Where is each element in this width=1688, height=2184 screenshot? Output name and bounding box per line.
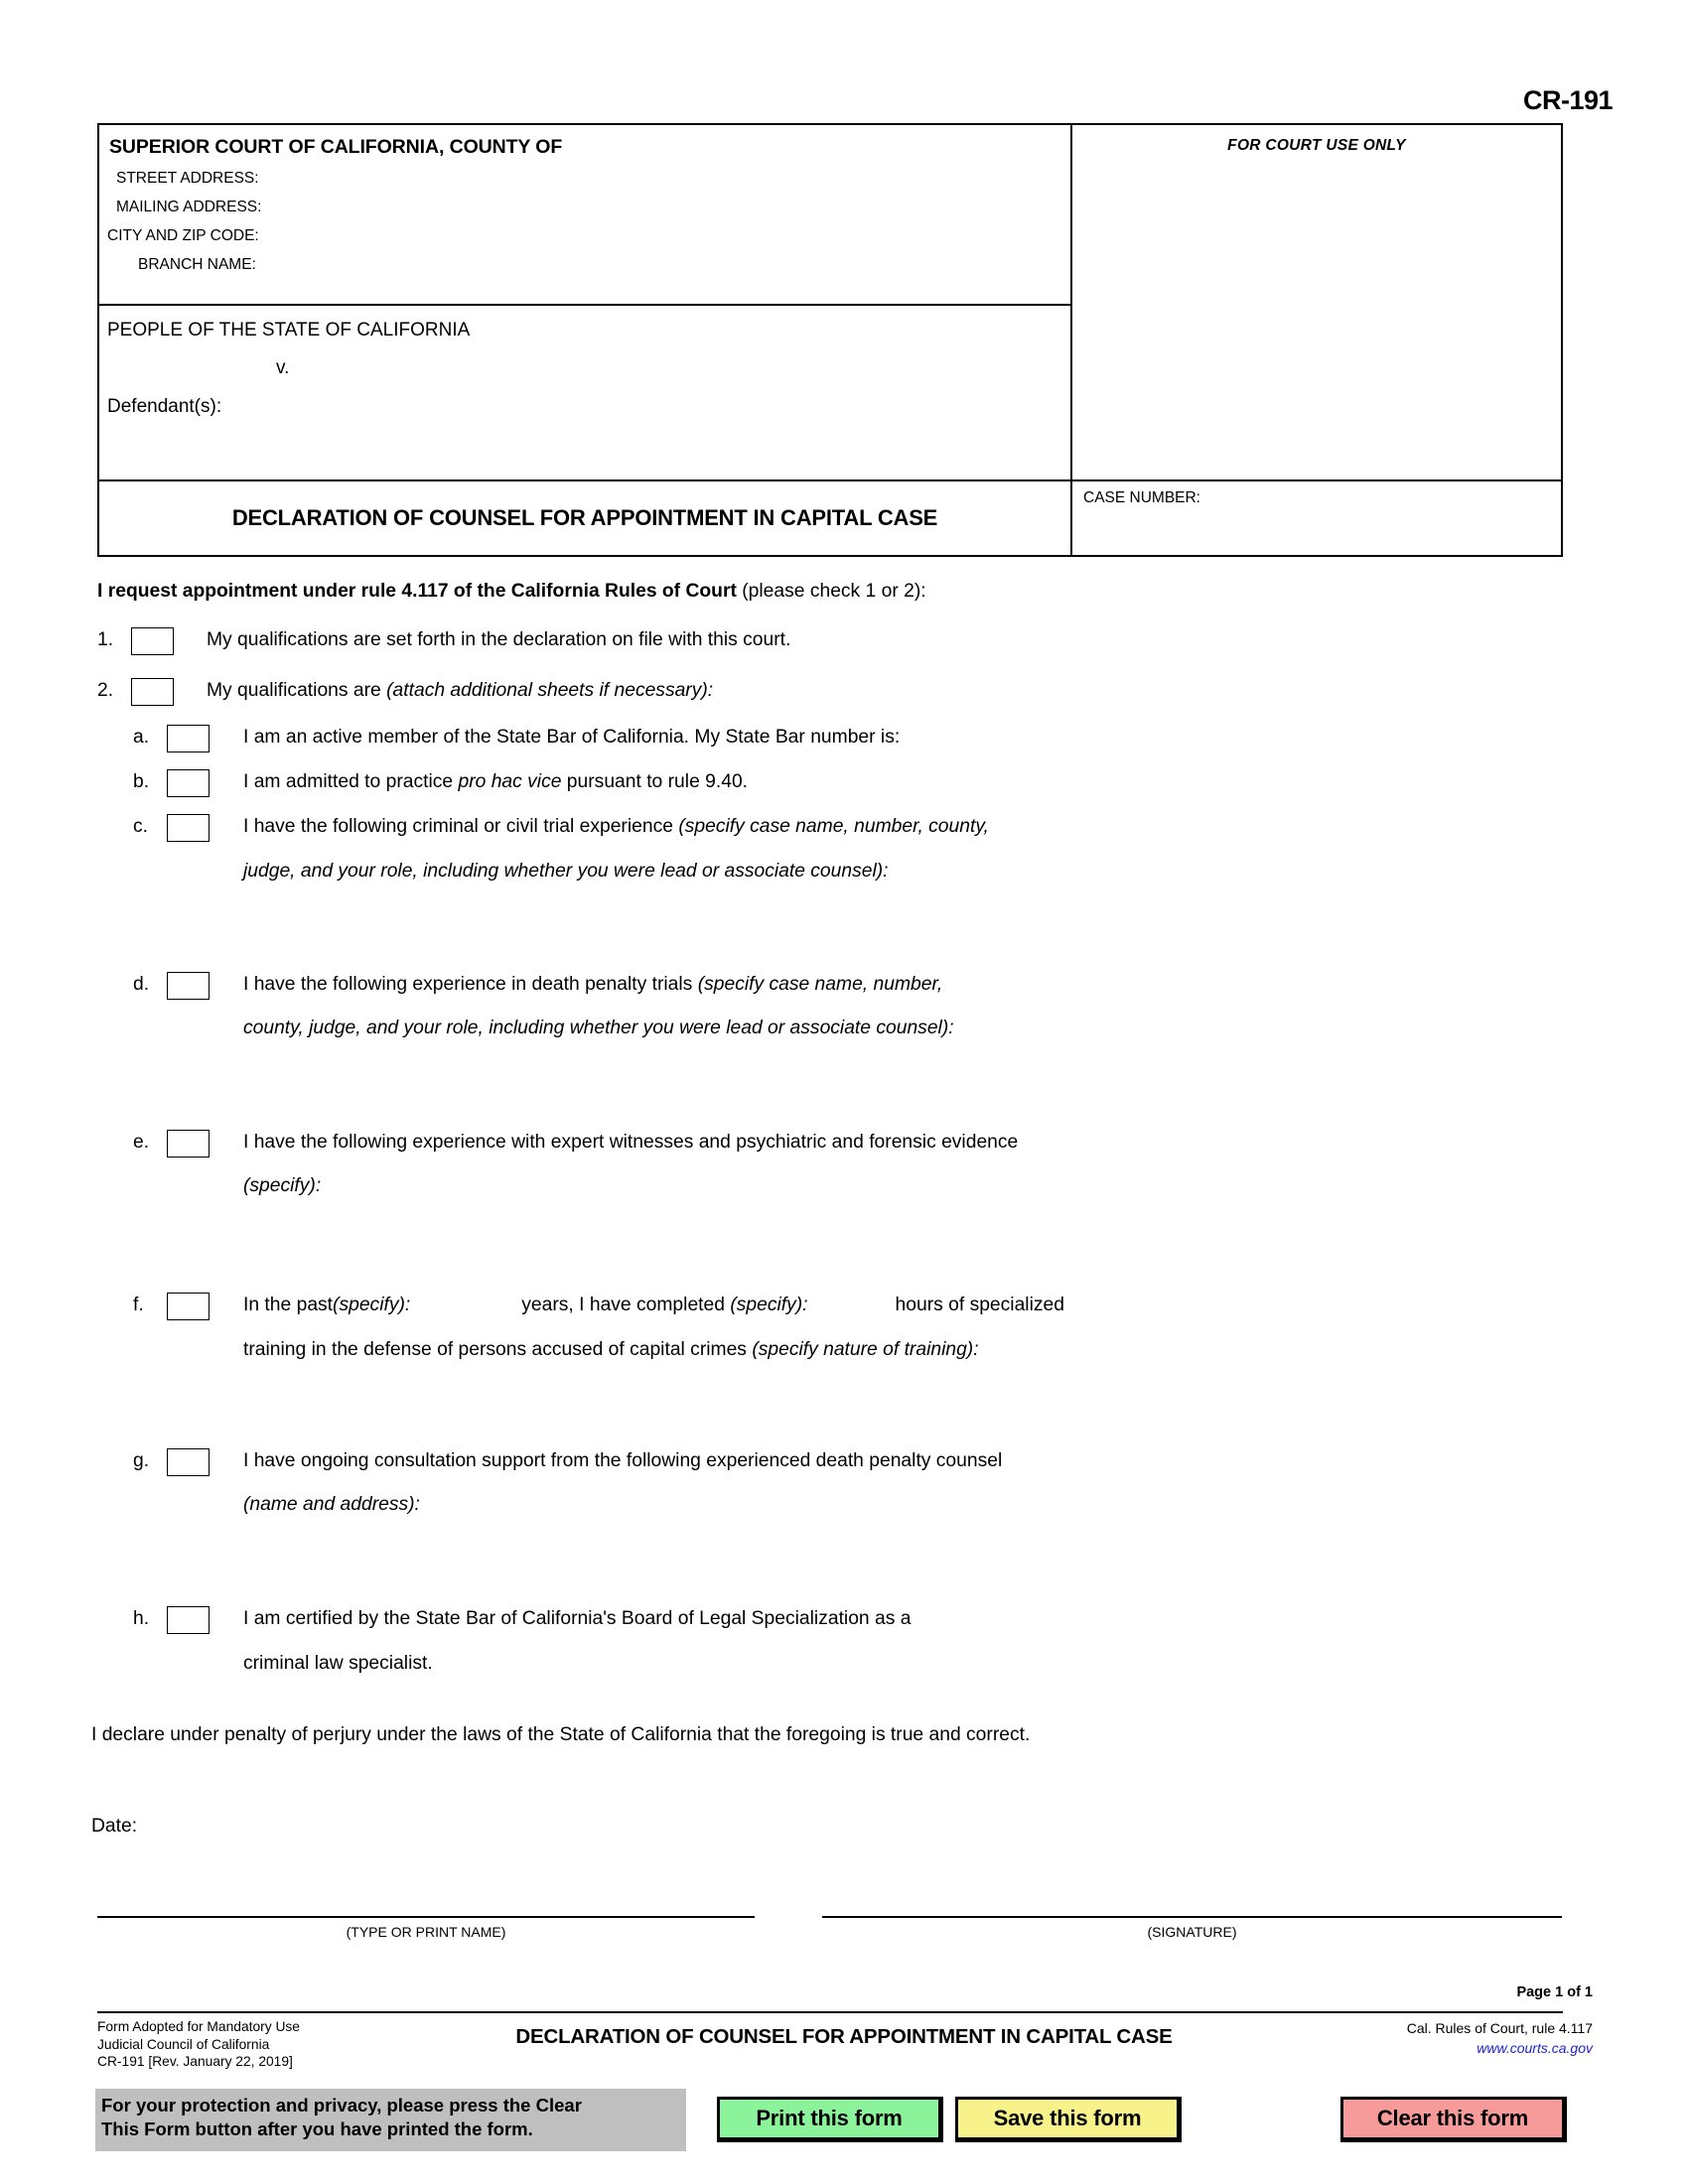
item-g-text: I have ongoing consultation support from the following experienced death penalty counsel: [243, 1449, 1003, 1471]
form-body: [97, 582, 1587, 1673]
item-b-text-2: pursuant to rule 9.40.: [561, 771, 749, 793]
court-identification-section: [99, 125, 1070, 304]
parties-section: [99, 304, 1070, 479]
item-e-text: I have the following experience with expert witnesses and psychiatric and forensic evidence: [243, 1131, 1019, 1153]
footer-form-title: DECLARATION OF COUNSEL FOR APPOINTMENT IN CAPITAL CASE: [515, 2025, 1173, 2048]
court-use-only-box: [1072, 125, 1561, 479]
item-2-text-plain: My qualifications are: [207, 679, 387, 701]
item-h-checkbox[interactable]: [167, 1606, 210, 1634]
item-b-checkbox[interactable]: [167, 769, 210, 797]
perjury-declaration: I declare under penalty of perjury under the laws of the State of California that the foregoing is true and correct.: [91, 1724, 1031, 1745]
item-a: [97, 728, 1587, 747]
request-lead-line: [97, 582, 1587, 601]
item-c-italic-1: (specify case name, number, county,: [678, 816, 989, 838]
item-c-checkbox[interactable]: [167, 814, 210, 842]
item-1: [97, 630, 1587, 649]
print-form-button[interactable]: Print this form: [717, 2097, 943, 2142]
item-e-checkbox[interactable]: [167, 1130, 210, 1158]
item-g-checkbox[interactable]: [167, 1448, 210, 1476]
defendant-label[interactable]: Defendant(s):: [107, 396, 222, 417]
item-f: [97, 1296, 1587, 1359]
item-f-continuation: [97, 1340, 1587, 1359]
item-h-continuation: criminal law specialist.: [243, 1652, 433, 1674]
item-c-text-1: I have the following criminal or civil trial experience: [243, 816, 679, 838]
item-d-letter: d.: [133, 974, 150, 996]
footer-adopted-line-3: CR-191 [Rev. January 22, 2019]: [97, 2054, 293, 2070]
item-2-number: 2.: [97, 679, 114, 701]
privacy-notice-line-2: This Form button after you have printed the form.: [101, 2118, 533, 2140]
branch-name-label[interactable]: BRANCH NAME:: [138, 256, 256, 273]
court-title: SUPERIOR COURT OF CALIFORNIA, COUNTY OF: [109, 136, 563, 158]
item-b: [97, 772, 1587, 791]
print-name-caption: (TYPE OR PRINT NAME): [346, 1924, 506, 1940]
item-g-continuation: [97, 1495, 1587, 1514]
item-e: [97, 1133, 1587, 1196]
item-d-text-1: I have the following experience in death penalty trials: [243, 974, 698, 996]
caption-right-column: [1072, 125, 1561, 555]
item-c-italic-2: judge, and your role, including whether you were lead or associate counsel):: [243, 860, 889, 882]
item-f-text: [97, 1295, 1064, 1315]
street-address-label[interactable]: STREET ADDRESS:: [116, 170, 259, 187]
item-2: [97, 681, 1587, 700]
plaintiff-name: PEOPLE OF THE STATE OF CALIFORNIA: [107, 320, 471, 341]
page-indicator: Page 1 of 1: [1516, 1984, 1593, 2000]
caption-left-column: [99, 125, 1072, 555]
item-c-text: [97, 816, 989, 837]
footer-website-link[interactable]: www.courts.ca.gov: [1477, 2040, 1593, 2057]
item-b-italic: pro hac vice: [458, 771, 562, 793]
footer-adopted-line-1: Form Adopted for Mandatory Use: [97, 2019, 300, 2034]
print-name-line: [97, 1916, 755, 1918]
form-title-section: [99, 479, 1070, 555]
item-a-letter: a.: [133, 726, 150, 748]
item-2-text: [97, 680, 713, 701]
item-e-continuation: [97, 1176, 1587, 1195]
footer-divider: [97, 2011, 1563, 2013]
item-e-italic-2: (specify):: [243, 1174, 322, 1196]
date-label[interactable]: Date:: [91, 1816, 138, 1837]
item-2-checkbox[interactable]: [131, 678, 174, 706]
item-a-text: I am an active member of the State Bar of California. My State Bar number is:: [243, 726, 901, 748]
item-f-text-4: training in the defense of persons accused of capital crimes: [243, 1338, 753, 1360]
privacy-notice-line-1: For your protection and privacy, please press the Clear: [101, 2095, 582, 2116]
mailing-address-label[interactable]: MAILING ADDRESS:: [116, 199, 262, 215]
item-h-letter: h.: [133, 1608, 150, 1630]
form-number: CR-191: [1522, 85, 1613, 115]
item-h: [97, 1609, 1587, 1673]
item-c: [97, 817, 1587, 881]
form-title: DECLARATION OF COUNSEL FOR APPOINTMENT IN CAPITAL CASE: [231, 505, 938, 530]
item-d-italic-1: (specify case name, number,: [697, 974, 943, 996]
item-1-text: My qualifications are set forth in the declaration on file with this court.: [207, 629, 791, 651]
item-1-checkbox[interactable]: [131, 627, 174, 655]
item-h-text: I am certified by the State Bar of California's Board of Legal Specialization as a: [243, 1608, 912, 1630]
request-lead-bold: I request appointment under rule 4.117 of the California Rules of Court: [97, 581, 737, 602]
signature-caption: (SIGNATURE): [1147, 1924, 1237, 1940]
signature-line: [822, 1916, 1562, 1918]
item-b-letter: b.: [133, 771, 150, 793]
caption-upper-row: [99, 125, 1561, 555]
versus-label: v.: [276, 357, 290, 378]
footer-rules-citation: Cal. Rules of Court, rule 4.117: [1406, 2020, 1593, 2036]
footer-adopted-line-2: Judicial Council of California: [97, 2036, 270, 2052]
item-a-checkbox[interactable]: [167, 725, 210, 752]
for-court-use-only-label: FOR COURT USE ONLY: [1227, 137, 1406, 154]
clear-form-button[interactable]: Clear this form: [1340, 2097, 1567, 2142]
footer-rules-block: [1407, 2018, 1593, 2059]
item-f-text-1: In the past: [243, 1295, 334, 1316]
item-f-text-2: years, I have completed: [521, 1295, 731, 1316]
item-e-letter: e.: [133, 1131, 150, 1153]
case-number-label: CASE NUMBER:: [1083, 489, 1200, 506]
item-b-text-1: I am admitted to practice: [243, 771, 459, 793]
item-1-number: 1.: [97, 629, 114, 651]
item-f-italic-3: (specify nature of training):: [752, 1338, 979, 1360]
item-g: [97, 1451, 1587, 1515]
item-d-continuation: [97, 1019, 1587, 1037]
item-d: [97, 975, 1587, 1038]
item-g-letter: g.: [133, 1449, 150, 1471]
item-d-text: [97, 974, 942, 995]
item-g-italic-2: (name and address):: [243, 1494, 420, 1516]
item-d-italic-2: county, judge, and your role, including whether you were lead or associate counsel):: [243, 1018, 954, 1039]
case-number-box[interactable]: [1072, 479, 1561, 555]
item-f-text-3: hours of specialized: [895, 1295, 1064, 1316]
item-f-checkbox[interactable]: [167, 1293, 210, 1320]
request-lead-rest: (please check 1 or 2):: [736, 581, 926, 602]
save-form-button[interactable]: Save this form: [955, 2097, 1182, 2142]
item-c-letter: c.: [133, 816, 148, 838]
item-f-italic-1: (specify):: [333, 1295, 411, 1316]
item-2-text-italic: (attach additional sheets if necessary):: [386, 679, 714, 701]
item-f-letter: f.: [133, 1295, 144, 1316]
item-c-continuation: [97, 862, 1587, 881]
item-d-checkbox[interactable]: [167, 972, 210, 1000]
item-f-italic-2: (specify):: [730, 1295, 808, 1316]
caption-box: [97, 123, 1563, 557]
privacy-notice: [95, 2089, 686, 2151]
city-zip-label[interactable]: CITY AND ZIP CODE:: [107, 227, 259, 244]
